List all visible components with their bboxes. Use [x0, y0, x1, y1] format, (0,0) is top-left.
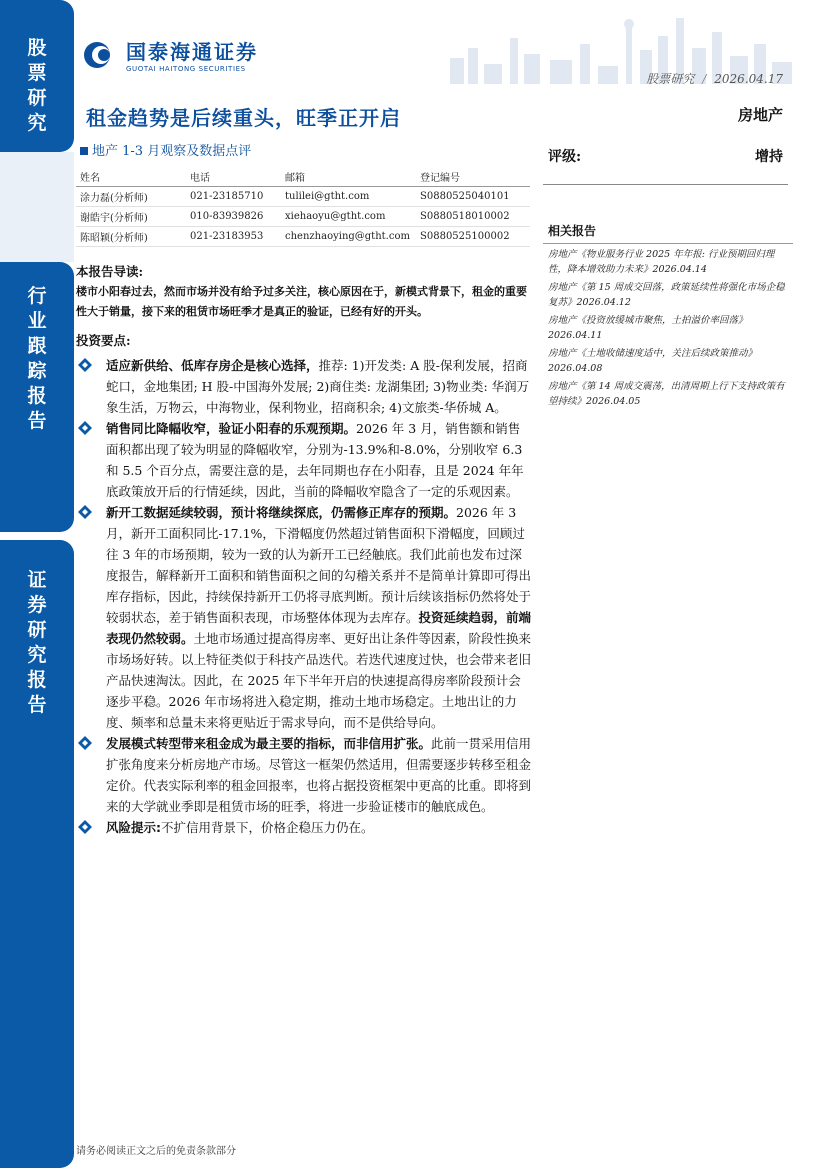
- related-report-link[interactable]: 房地产《物业服务行业 2025 年年报: 行业预期回归理性，降本增效助力未来》2026.04.14: [548, 249, 775, 275]
- diamond-bullet-icon: [78, 820, 92, 834]
- disclaimer-footer: 请务必阅读正文之后的免责条款部分: [76, 1146, 236, 1157]
- column-header: 邮箱: [281, 168, 416, 186]
- sidebar-label-industry-tracking: 行业跟踪报告: [27, 285, 47, 432]
- investment-points: [78, 355, 532, 838]
- related-report-link[interactable]: 房地产《第 14 周成交震荡，出清周期上行下支持政策有望持续》2026.04.05: [548, 381, 785, 407]
- logo-name-en: GUOTAI HAITONG SECURITIES: [126, 65, 246, 73]
- point-text: 2026 年 3 月，销售额和销售面积都出现了较为明显的降幅收窄，分别为-13.9%和-8.0%，分别收窄 6.3 和 5.5 个百分点，需要注意的是，去年同期也存在小阳春，且是 2024 年年底政策放开后的行情延续，因此，当前的降幅收窄隐含了一定的乐观因素。: [106, 421, 524, 499]
- analyst-phone: 021-23185710: [186, 186, 281, 206]
- diamond-bullet-icon: [78, 358, 92, 372]
- analyst-name: 涂力磊(分析师): [76, 186, 186, 206]
- analyst-table: [76, 168, 530, 247]
- company-logo: [82, 36, 258, 73]
- column-header: 电话: [186, 168, 281, 186]
- table-row: [76, 206, 530, 226]
- point-text: 不扩信用背景下，价格企稳压力仍在。: [161, 820, 374, 835]
- list-item: [78, 355, 532, 418]
- point-text: 推荐: 1)开发类: A 股-保利发展，招商蛇口，金地集团; H 股-中国海外发展; 2)商住类: 龙湖集团; 3)物业类: 华润万象生活，万物云，中海物业，保利物业，招商积余; 4)文旅类-华侨城 A。: [106, 358, 530, 415]
- sidebar-gap: [0, 152, 74, 262]
- point-text: 此前一贯采用信用扩张角度来分析房地产市场。尽管这一框架仍然适用，但需要逐步转移至租金定价。代表实际利率的租金回报率，也将占据投资框架中更高的比重。即将到来的大学就业季即是租赁市场的旺季，将进一步验证楼市的触底成色。: [106, 736, 532, 814]
- rating-label: 评级:: [548, 149, 582, 165]
- related-report-link[interactable]: 房地产《土地收储速度适中，关注后续政策推动》2026.04.08: [548, 348, 758, 374]
- industry-label: 房地产: [737, 106, 783, 124]
- page-title: 租金趋势是后续重头，旺季正开启: [86, 106, 401, 130]
- sidebar-label-stock-research: 股票研究: [27, 37, 47, 134]
- diamond-bullet-icon: [78, 505, 92, 519]
- divider: [543, 184, 788, 185]
- sidebar-block-industry-tracking: [0, 262, 74, 532]
- report-date: 2026.04.17: [714, 72, 783, 86]
- related-reports: [548, 222, 793, 409]
- analyst-reg-no: S0880525040101: [416, 186, 530, 206]
- guide-text: 楼市小阳春过去，然而市场并没有给予过多关注，核心原因在于，新模式背景下，租金的重要性大于销量，接下来的租赁市场旺季才是真正的验证，已经有好的开头。: [76, 285, 527, 318]
- related-reports-title: 相关报告: [543, 222, 793, 244]
- analyst-phone: 021-23183953: [186, 226, 281, 246]
- report-type-date: 股票研究 / 2026.04.17: [646, 72, 783, 86]
- guide-title: 本报告导读:: [76, 264, 144, 279]
- point-heading: 新开工数据延续较弱，预计将继续探底，仍需修正库存的预期。: [106, 505, 457, 520]
- sidebar-block-securities-research: [0, 540, 74, 1168]
- analyst-reg-no: S0880518010002: [416, 206, 530, 226]
- logo-mark-icon: [82, 40, 120, 70]
- column-header: 登记编号: [416, 168, 530, 186]
- table-row: [76, 186, 530, 206]
- analyst-email[interactable]: xiehaoyu@gtht.com: [281, 206, 416, 226]
- point-text: 2026 年 3 月，新开工面积同比-17.1%，下滑幅度仍然超过销售面积下滑幅度，回顾过往 3 年的市场预期，较为一致的认为新开工已经触底。我们此前也发布过深度报告，解释新开工面积和销售面积之间的勾稽关系并不是简单计算即可得出库存指标，因此，持续保持新开工仍将寻底判断。预计后续该指标仍然将处于较弱状态，差于销售面积表现，市场整体体现为去库存。: [106, 505, 532, 625]
- related-report-link[interactable]: 房地产《第 15 周成交回落，政策延续性将强化市场企稳复苏》2026.04.12: [548, 282, 785, 308]
- report-type: 股票研究: [646, 72, 695, 86]
- analyst-email[interactable]: chenzhaoying@gtht.com: [281, 226, 416, 246]
- list-item: [78, 733, 532, 817]
- point-heading: 适应新供给、低库存房企是核心选择，: [106, 358, 319, 373]
- diamond-bullet-icon: [78, 736, 92, 750]
- point-heading: 销售同比降幅收窄，验证小阳春的乐观预期。: [106, 421, 357, 436]
- points-title: 投资要点:: [76, 333, 131, 348]
- diamond-bullet-icon: [78, 421, 92, 435]
- point-subheading: 投资延续趋弱，前端表现仍然较弱。: [106, 610, 532, 646]
- analyst-name: 陈昭颖(分析师): [76, 226, 186, 246]
- related-report-link[interactable]: 房地产《投资放缓城市聚焦，土拍溢价率回落》2026.04.11: [548, 315, 748, 341]
- table-header-row: [76, 168, 530, 186]
- list-item: [78, 817, 532, 838]
- subtitle-square-icon: [80, 147, 88, 155]
- subtitle-text: 地产 1-3 月观察及数据点评: [92, 144, 252, 159]
- analyst-reg-no: S0880525100002: [416, 226, 530, 246]
- sidebar-label-securities-research: 证券研究报告: [27, 569, 47, 716]
- sidebar: [0, 0, 74, 1169]
- rating-value: 增持: [755, 149, 783, 165]
- subtitle: [80, 140, 251, 159]
- analyst-name: 谢皓宇(分析师): [76, 206, 186, 226]
- logo-name-cn: 国泰海通证券: [126, 40, 258, 64]
- sidebar-block-stock-research: [0, 0, 74, 152]
- analyst-email[interactable]: tulilei@gtht.com: [281, 186, 416, 206]
- point-heading: 发展模式转型带来租金成为最主要的指标，而非信用扩张。: [106, 736, 432, 751]
- analyst-phone: 010-83939826: [186, 206, 281, 226]
- list-item: [78, 418, 532, 502]
- point-heading: 风险提示:: [106, 820, 161, 835]
- point-text: 土地市场通过提高得房率、更好出让条件等因素，阶段性换来市场场好转。以上特征类似于科技产品迭代。若迭代速度过快，也会带来老旧产品快速淘汰。因此，在 2025 年下半年开启的快速提高得房率阶段预计会逐步平稳。2026 年市场将进入稳定期，推动土地市场稳定。土地出让的力度、频率和总量未来将更贴近于需求导向，而不是供给导向。: [106, 631, 532, 730]
- table-row: [76, 226, 530, 246]
- list-item: [78, 502, 532, 733]
- column-header: 姓名: [76, 168, 186, 186]
